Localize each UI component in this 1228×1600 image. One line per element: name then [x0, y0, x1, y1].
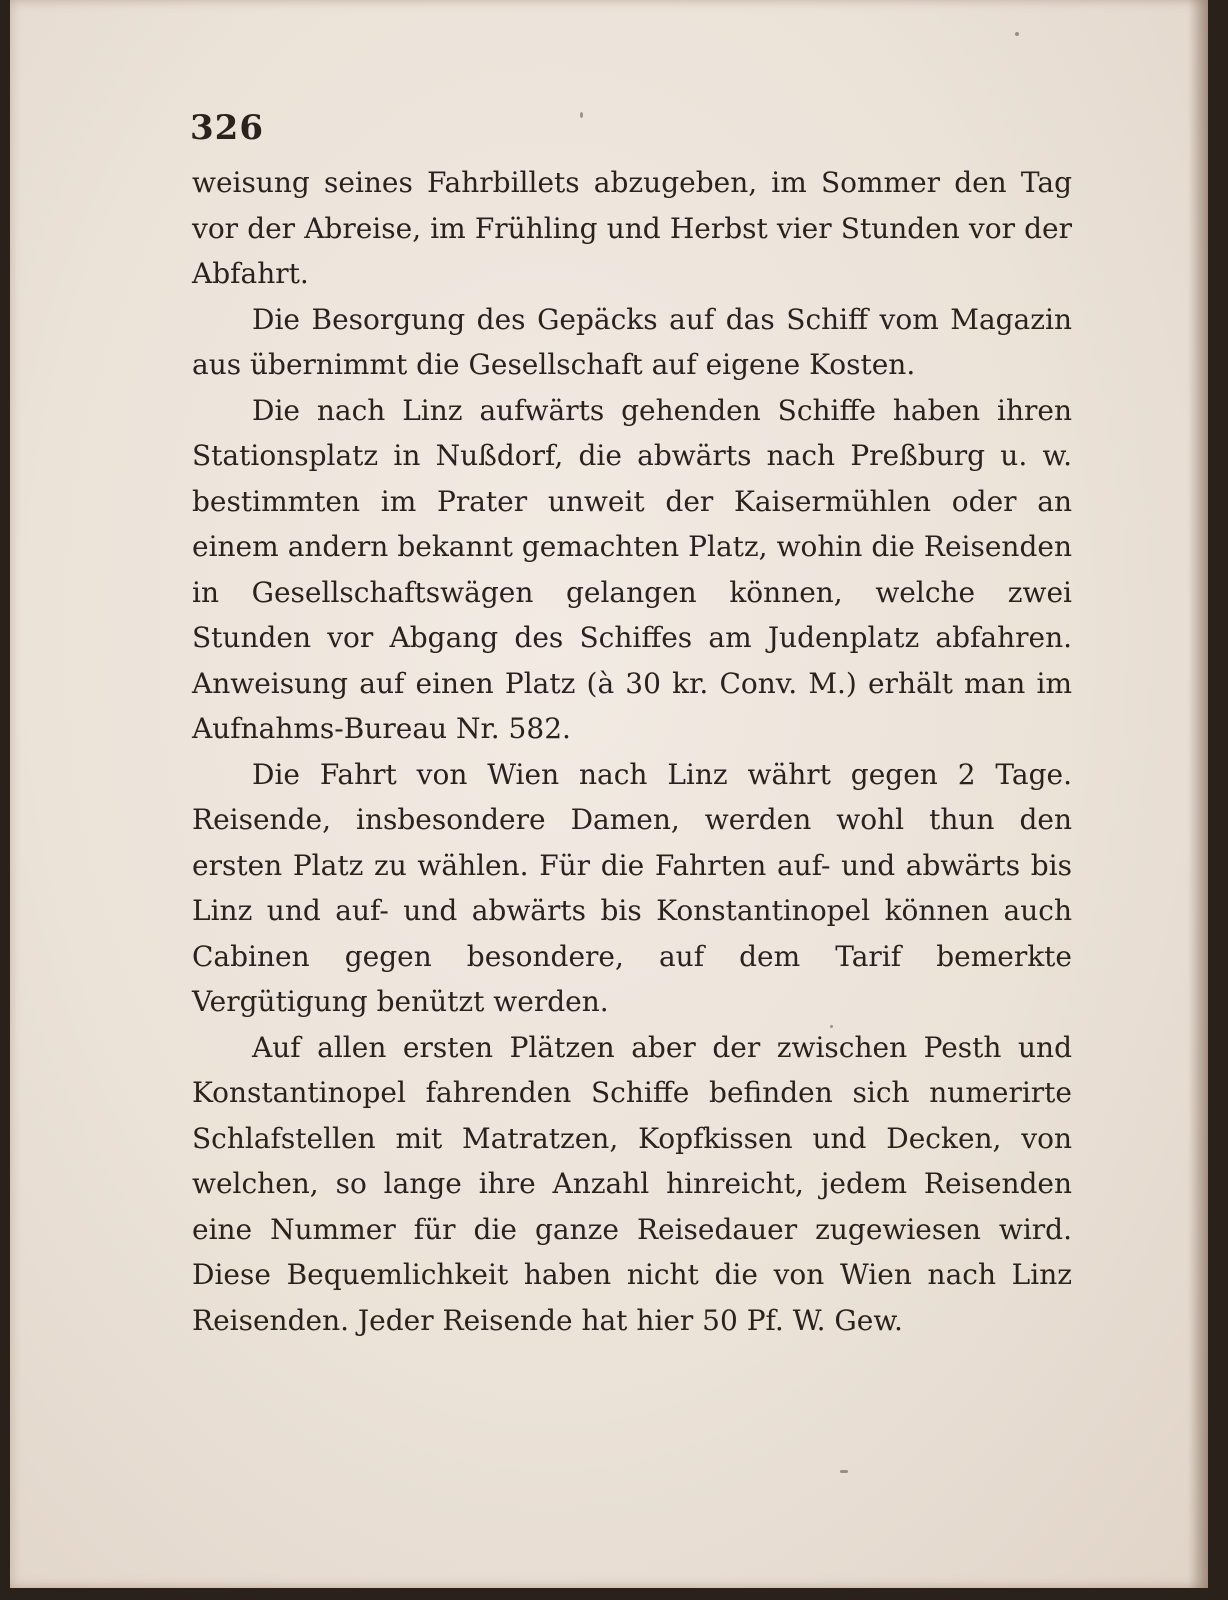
paragraph-4: Die Fahrt von Wien nach Linz währt gegen 2 Tage. Reisende, insbesondere Damen, werden wohl thun den ersten Platz zu wählen. Für die Fahrten auf- und abwärts bis Linz und auf- und abwärts bis Konstantinopel können auch Cabinen gegen besondere, auf dem Tarif bemerkte Vergütigung benützt werden.: [192, 757, 1072, 1018]
paper-speck: [1015, 32, 1019, 36]
paragraph-5: Auf allen ersten Plätzen aber der zwischen Pesth und Konstantinopel fahrenden Schiffe befinden sich numerirte Schlafstellen mit Matratzen, Kopfkissen und Decken, von welchen, so lange ihre Anzahl hinreicht, jedem Reisenden eine Nummer für die ganze Reisedauer zugewiesen wird. Diese Bequemlichkeit haben nicht die von Wien nach Linz Reisenden. Jeder Reisende hat hier 50 Pf. W. Gew.: [192, 1030, 1072, 1337]
paper-speck: [840, 1470, 848, 1473]
book-page: [10, 0, 1208, 1588]
paper-speck: [580, 112, 583, 118]
page-number: 326: [190, 108, 264, 148]
paragraph-3: Die nach Linz aufwärts gehenden Schiffe haben ihren Stationsplatz in Nußdorf, die abwärts nach Preßburg u. w. bestimmten im Prater unweit der Kaisermühlen oder an einem andern bekannt gemachten Platz, wohin die Reisenden in Gesellschaftswägen gelangen können, welche zwei Stunden vor Abgang des Schiffes am Judenplatz abfahren. Anweisung auf einen Platz (à 30 kr. Conv. M.) erhält man im Aufnahms-Bureau Nr. 582.: [192, 393, 1072, 745]
paper-speck: [830, 1025, 833, 1028]
body-text: [192, 160, 1072, 1343]
paragraph-1: weisung seines Fahrbillets abzugeben, im Sommer den Tag vor der Abreise, im Frühling und Herbst vier Stunden vor der Abfahrt.: [192, 166, 1072, 290]
paragraph-2: Die Besorgung des Gepäcks auf das Schiff vom Magazin aus übernimmt die Gesellschaft auf eigene Kosten.: [192, 302, 1072, 381]
page-edge-shadow: [1188, 0, 1208, 1588]
